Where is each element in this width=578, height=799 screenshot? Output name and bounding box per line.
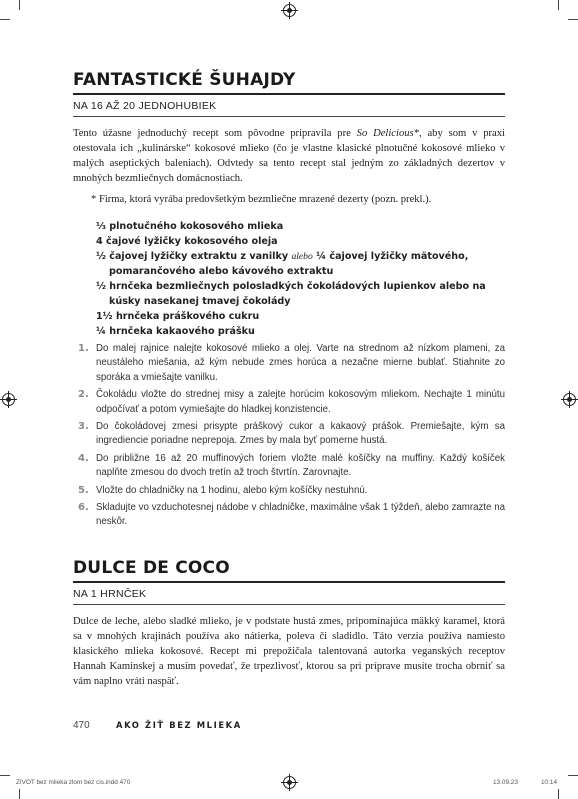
registration-mark-right (563, 393, 576, 406)
title-rule-2 (73, 581, 505, 583)
step-item (78, 388, 505, 417)
registration-mark-bottom (283, 776, 296, 789)
recipe-intro-2: Dulce de leche, alebo sladké mlieko, je v podstate hustá zmes, pripomínajúca mäkký karamel, ktorá sa v mnohých krajinách používa ako nátierka, poleva či sladidlo. Táto verzia používa namiesto klasického mlieka kokosové. Recept mi prepožičala talentovaná autorka veganských receptov Hannah Kaminskej a musím povedať, že trpezlivosť, ktorou sa pri príprave musíte trocha obrniť sa vám naplno vráti naspäť. (73, 616, 505, 687)
crop-mark-bottom-right (558, 789, 559, 799)
step-text: Do približne 16 až 20 muffinových foriem vložte malé košíčky na muffiny. Každý košíček naplňte zmesou do dvoch tretín až troch štvrtín. Zarovnajte. (96, 452, 505, 479)
ingredient-item: 4 čajové lyžičky kokosového oleja (96, 236, 278, 247)
registration-mark-top (283, 4, 296, 17)
crop-mark-top-left-h (0, 19, 10, 20)
ingredient-item: ¼ hrnčeka kakaového prášku (96, 326, 255, 337)
step-item (78, 420, 505, 449)
step-item (78, 484, 505, 498)
step-item (78, 452, 505, 481)
ingredient-item: ⅓ plnotučného kokosového mlieka (96, 221, 284, 232)
step-number: 5. (78, 484, 89, 496)
crop-mark-top-right-h (568, 19, 578, 20)
recipe-title-2: DULCE DE COCO (73, 558, 230, 578)
step-number: 2. (78, 389, 89, 401)
step-item (78, 501, 505, 530)
yield-rule (73, 116, 505, 117)
recipe-title: FANTASTICKÉ ŠUHAJDY (73, 70, 296, 90)
crop-mark-bottom-right-h (568, 775, 578, 776)
step-number: 6. (78, 502, 89, 514)
crop-mark-bottom-left (19, 789, 20, 799)
crop-mark-bottom-left-h (0, 775, 10, 776)
page-number: 470 (73, 720, 90, 731)
intro-brand: So Delicious* (356, 128, 419, 139)
crop-mark-top-right (558, 0, 559, 10)
step-text: Vložte do chladničky na 1 hodinu, alebo kým košíčky nestuhnú. (96, 484, 368, 496)
recipe-intro (73, 126, 505, 186)
step-number: 1. (78, 343, 89, 354)
slug-filename: ZIVOT bez mlieka zlom bez cis.indd 470 (16, 779, 131, 786)
step-text: Do čokoládovej zmesi prisypte práškový cukor a kakaový prášok. Premiešajte, kým sa ingrediencie poriadne neprepoja. Zmes by mala byť pomerne hustá. (96, 421, 505, 447)
step-item (78, 342, 505, 385)
recipe-yield: NA 16 AŽ 20 JEDNOHUBIEK (73, 100, 217, 112)
ingredient-item (96, 249, 505, 279)
running-footer-title: AKO ŽIŤ BEZ MLIEKA (116, 720, 242, 730)
crop-mark-top-left (19, 0, 20, 10)
ingredient-text: ¼ čajovej lyžičky mätového, pomarančového alebo kávového extraktu (109, 251, 469, 277)
ingredient-item: 1½ hrnčeka práškového cukru (96, 311, 260, 322)
yield-rule-2 (73, 604, 505, 605)
step-number: 3. (78, 421, 89, 433)
registration-mark-left (2, 393, 15, 406)
step-number: 4. (78, 452, 89, 464)
steps-list (78, 342, 505, 533)
step-text: Skladujte vo vzduchotesnej nádobe v chladničke, maximálne však 1 týždeň, alebo zamrazte na neskôr. (96, 502, 505, 528)
ingredient-text: ½ čajovej lyžičky extraktu z vanilky (96, 251, 292, 262)
footnote: * Firma, ktorá vyrába predovšetkým bezmliečne mrazené dezerty (pozn. prekl.). (91, 194, 432, 205)
ingredient-item: ½ hrnčeka bezmliečnych polosladkých čokoládových lupienkov alebo na kúsky nasekanej tmavej čokolády (96, 281, 486, 307)
intro-text-start: Tento úžasne jednoduchý recept som pôvodne pripravila pre (73, 128, 357, 139)
ingredient-list (96, 219, 505, 339)
step-text: Čokoládu vložte do strednej misy a zalejte horúcim kokosovým mliekom. Nechajte 1 minútu odpočívať a potom vymiešajte do hladkej konzistencie. (96, 389, 505, 415)
title-rule (73, 93, 505, 95)
recipe-yield-2: NA 1 HRNČEK (73, 588, 147, 600)
ingredient-alternative-word: alebo (291, 251, 313, 262)
slug-time: 10:14 (541, 779, 557, 786)
slug-date: 13.09.23 (493, 779, 518, 786)
step-text: Do malej rajnice nalejte kokosové mlieko a olej. Varte na strednom až nízkom plameni, za neustáleho miešania, až kým nebude zmes horúca a nezačne mierne bublať. Stiahnite zo sporáka a vmiešajte vanilku. (96, 343, 505, 383)
intro-text-end: , aby som v praxi otestovala ich „kulinárske“ kokosové mlieko (čo je vlastne klasické plnotučné kokosové mlieko v malých aseptických baleniach). Odvtedy sa tento recept stal jedným zo základných dezertov v mnohých bezmliečnych domácnostiach. (73, 128, 506, 184)
